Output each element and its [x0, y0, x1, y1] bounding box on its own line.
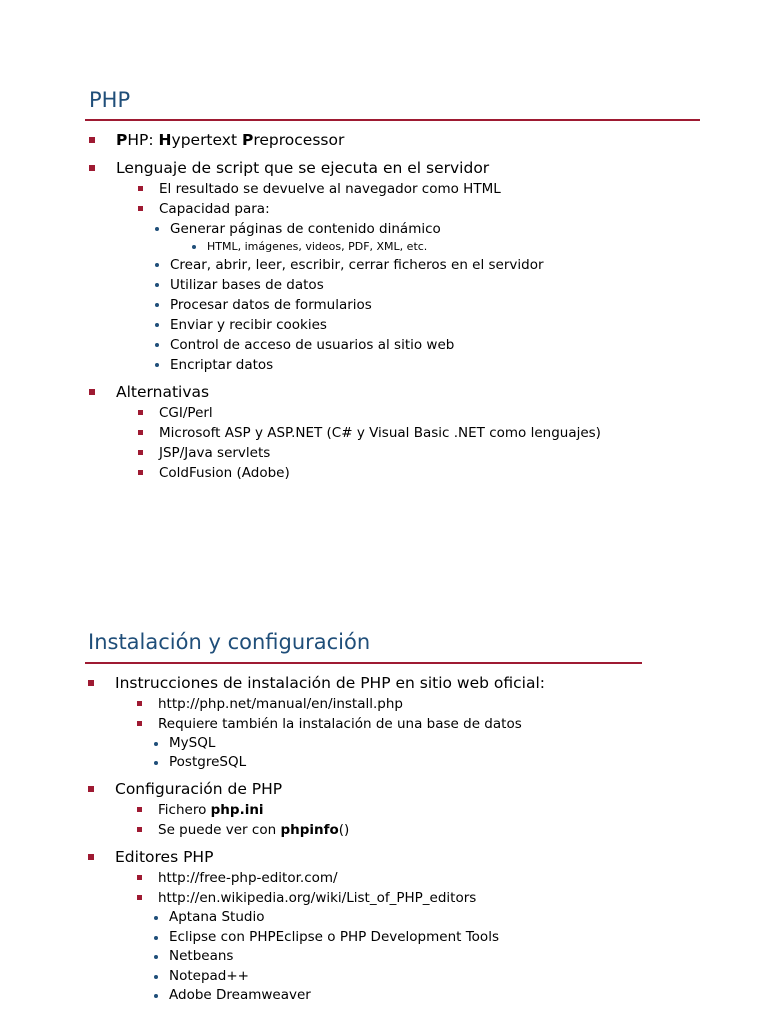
bullet-list: [88, 672, 545, 1006]
list-item: [152, 908, 545, 928]
item-text: Notepad++: [169, 967, 249, 984]
list-item: [153, 275, 601, 295]
item-text: Control de acceso de usuarios al sitio web: [170, 337, 455, 353]
item-text: http://free-php-editor.com/: [158, 870, 338, 886]
list-item: [152, 947, 545, 967]
item-text: Se puede ver con: [158, 822, 281, 838]
item-text: Capacidad para:: [159, 201, 270, 217]
item-text: Adobe Dreamweaver: [169, 987, 311, 1003]
title-divider: [85, 119, 700, 121]
list-item: [138, 463, 601, 483]
text: ypertext: [171, 131, 242, 149]
list-item: [88, 672, 545, 772]
list-item: [89, 157, 601, 375]
list-item: [153, 255, 601, 275]
text: reprocessor: [253, 131, 345, 149]
list-item: [88, 846, 545, 1006]
bold-letter: P: [116, 131, 128, 149]
list-item: [153, 295, 601, 315]
item-text: MySQL: [169, 735, 216, 751]
bullet-list: [89, 129, 601, 483]
bold-letter: H: [158, 131, 172, 149]
item-text: http://en.wikipedia.org/wiki/List_of_PHP_editors: [158, 890, 477, 906]
item-text: Microsoft ASP y ASP.NET (C# y Visual Basic .NET como lenguajes): [159, 425, 601, 441]
item-text: Alternativas: [116, 383, 210, 401]
item-text: Configuración de PHP: [115, 780, 283, 798]
list-item: [153, 219, 601, 255]
bold-text: phpinfo: [280, 822, 339, 838]
title-divider: [85, 662, 642, 664]
list-item: [152, 734, 545, 753]
list-item: [190, 239, 601, 255]
list-item: [153, 315, 601, 335]
slide-title: PHP: [89, 88, 131, 112]
bold-text: php.ini: [210, 802, 264, 818]
text: HP:: [127, 131, 159, 149]
list-item: [137, 868, 545, 888]
item-text: CGI/Perl: [159, 405, 213, 421]
item-text: Eclipse con PHPEclipse o PHP Development Tools: [169, 928, 499, 945]
item-text: Requiere también la instalación de una base de datos: [158, 716, 522, 732]
list-item: [137, 888, 545, 1006]
item-text: Encriptar datos: [170, 357, 274, 373]
list-item: [152, 986, 545, 1006]
list-item: [138, 199, 601, 375]
item-text: Crear, abrir, leer, escribir, cerrar ficheros en el servidor: [170, 257, 544, 273]
item-text: Utilizar bases de datos: [170, 277, 324, 293]
item-text: HTML, imágenes, videos, PDF, XML, etc.: [207, 240, 428, 253]
list-item: [153, 335, 601, 355]
item-text: Fichero: [158, 802, 211, 818]
item-text: Aptana Studio: [169, 909, 265, 925]
list-item: [138, 403, 601, 423]
list-item: [137, 694, 545, 714]
list-item: [88, 778, 545, 840]
list-item: [137, 820, 545, 840]
list-item: [137, 714, 545, 772]
item-text: Editores PHP: [115, 848, 214, 866]
item-text: ColdFusion (Adobe): [159, 465, 290, 481]
item-text: (): [338, 822, 350, 838]
item-text: Generar páginas de contenido dinámico: [170, 221, 441, 237]
item-text: Netbeans: [169, 948, 234, 964]
item-text: Lenguaje de script que se ejecuta en el servidor: [116, 159, 490, 177]
item-text: http://php.net/manual/en/install.php: [158, 696, 403, 712]
list-item: [138, 443, 601, 463]
list-item: [138, 423, 601, 443]
bold-letter: P: [241, 131, 254, 149]
list-item: [152, 753, 545, 772]
list-item: [89, 381, 601, 483]
item-text: Instrucciones de instalación de PHP en sitio web oficial:: [115, 674, 546, 692]
item-text: Enviar y recibir cookies: [170, 317, 327, 333]
item-text: PostgreSQL: [169, 754, 247, 770]
list-item: [152, 967, 545, 987]
slide-title: Instalación y configuración: [88, 630, 371, 654]
list-item: [153, 355, 601, 375]
item-text: Procesar datos de formularios: [170, 297, 372, 313]
list-item: [89, 129, 601, 151]
list-item: [137, 800, 545, 820]
item-text: JSP/Java servlets: [159, 445, 271, 461]
item-text: El resultado se devuelve al navegador como HTML: [159, 181, 501, 197]
list-item: [138, 179, 601, 199]
list-item: [152, 928, 545, 948]
